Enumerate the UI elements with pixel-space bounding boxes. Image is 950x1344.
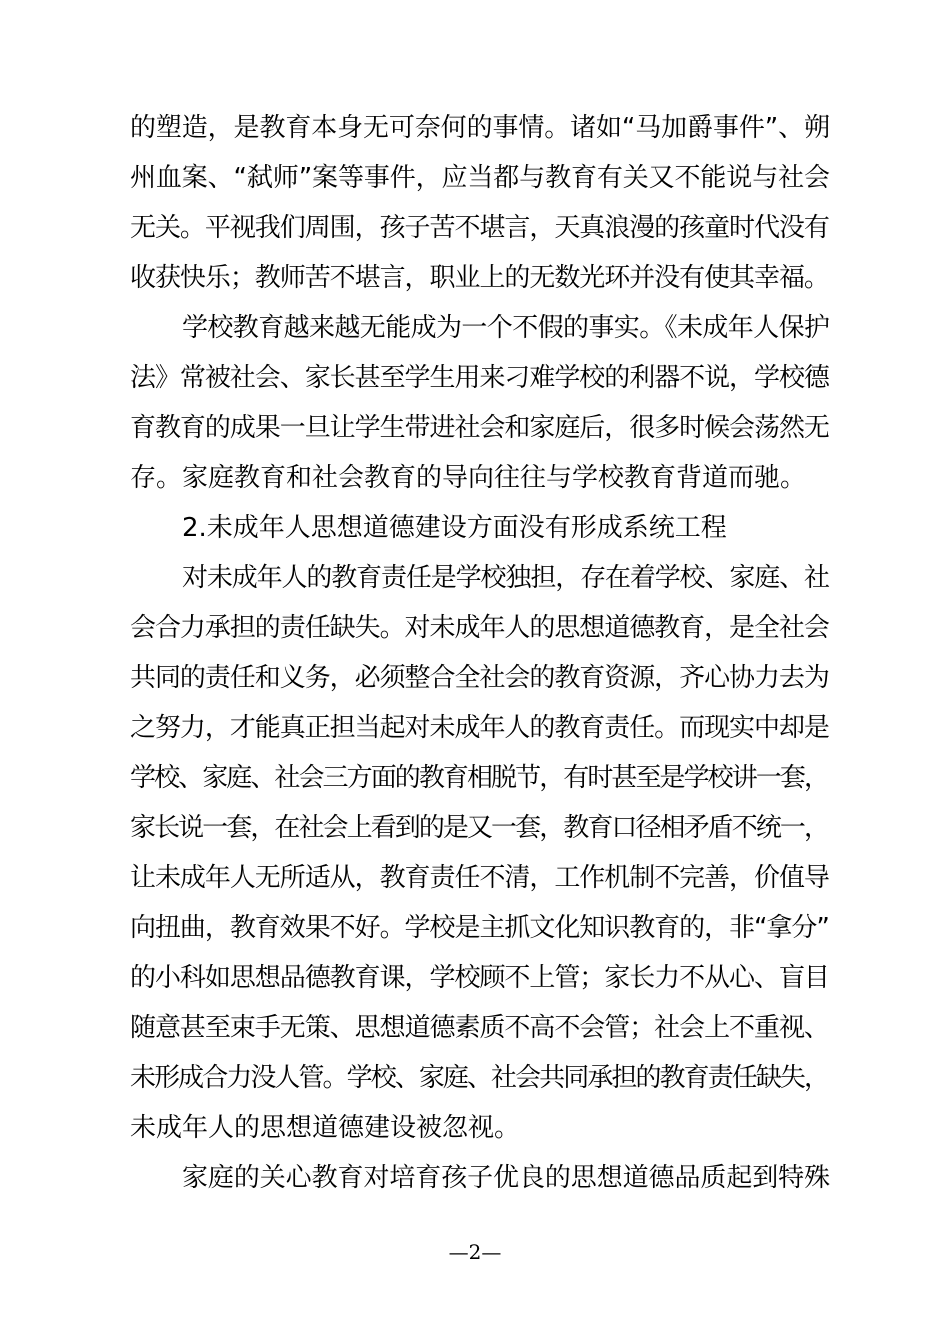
text-line: 收获快乐；教师苦不堪言，职业上的无数光环并没有使其幸福。 <box>130 263 829 293</box>
text-line: 向扭曲，教育效果不好。学校是主抓文化知识教育的，非“拿分” <box>130 913 829 943</box>
text-line: 无关。平视我们周围，孩子苦不堪言，天真浪漫的孩童时代没有 <box>130 213 829 243</box>
text-line: 会合力承担的责任缺失。对未成年人的思想道德教育，是全社会 <box>130 613 829 643</box>
text-line: 让未成年人无所适从，教育责任不清，工作机制不完善，价值导 <box>130 863 829 893</box>
text-line: 的塑造，是教育本身无可奈何的事情。诸如“马加爵事件”、朔 <box>130 113 830 143</box>
text-line: 法》常被社会、家长甚至学生用来刁难学校的利器不说，学校德 <box>130 363 829 393</box>
paragraph-start-line: 学校教育越来越无能成为一个不假的事实。《未成年人保护 <box>182 313 830 343</box>
page-number: —2— <box>448 1240 502 1264</box>
text-line: 随意甚至束手无策、思想道德素质不高不会管；社会上不重视、 <box>130 1013 829 1043</box>
text-line: 育教育的成果一旦让学生带进社会和家庭后，很多时候会荡然无 <box>130 413 829 443</box>
paragraph-start-line: 家庭的关心教育对培育孩子优良的思想道德品质起到特殊 <box>182 1163 831 1193</box>
section-heading: 2.未成年人思想道德建设方面没有形成系统工程 <box>182 513 727 543</box>
text-line: 共同的责任和义务，必须整合全社会的教育资源，齐心协力去为 <box>130 663 829 693</box>
text-line: 州血案、“弑师”案等事件，应当都与教育有关又不能说与社会 <box>130 163 830 193</box>
text-line: 家长说一套，在社会上看到的是又一套，教育口径相矛盾不统一， <box>130 813 829 843</box>
text-line: 存。家庭教育和社会教育的导向往往与学校教育背道而驰。 <box>130 463 807 493</box>
text-line: 未形成合力没人管。学校、家庭、社会共同承担的教育责任缺失， <box>130 1063 829 1093</box>
text-line: 之努力，才能真正担当起对未成年人的教育责任。而现实中却是 <box>130 713 829 743</box>
text-line: 学校、家庭、社会三方面的教育相脱节，有时甚至是学校讲一套， <box>130 763 829 793</box>
text-line: 的小科如思想品德教育课，学校顾不上管；家长力不从心、盲目 <box>130 963 829 993</box>
text-line: 未成年人的思想道德建设被忽视。 <box>130 1113 521 1143</box>
paragraph-start-line: 对未成年人的教育责任是学校独担，存在着学校、家庭、社 <box>182 563 829 593</box>
